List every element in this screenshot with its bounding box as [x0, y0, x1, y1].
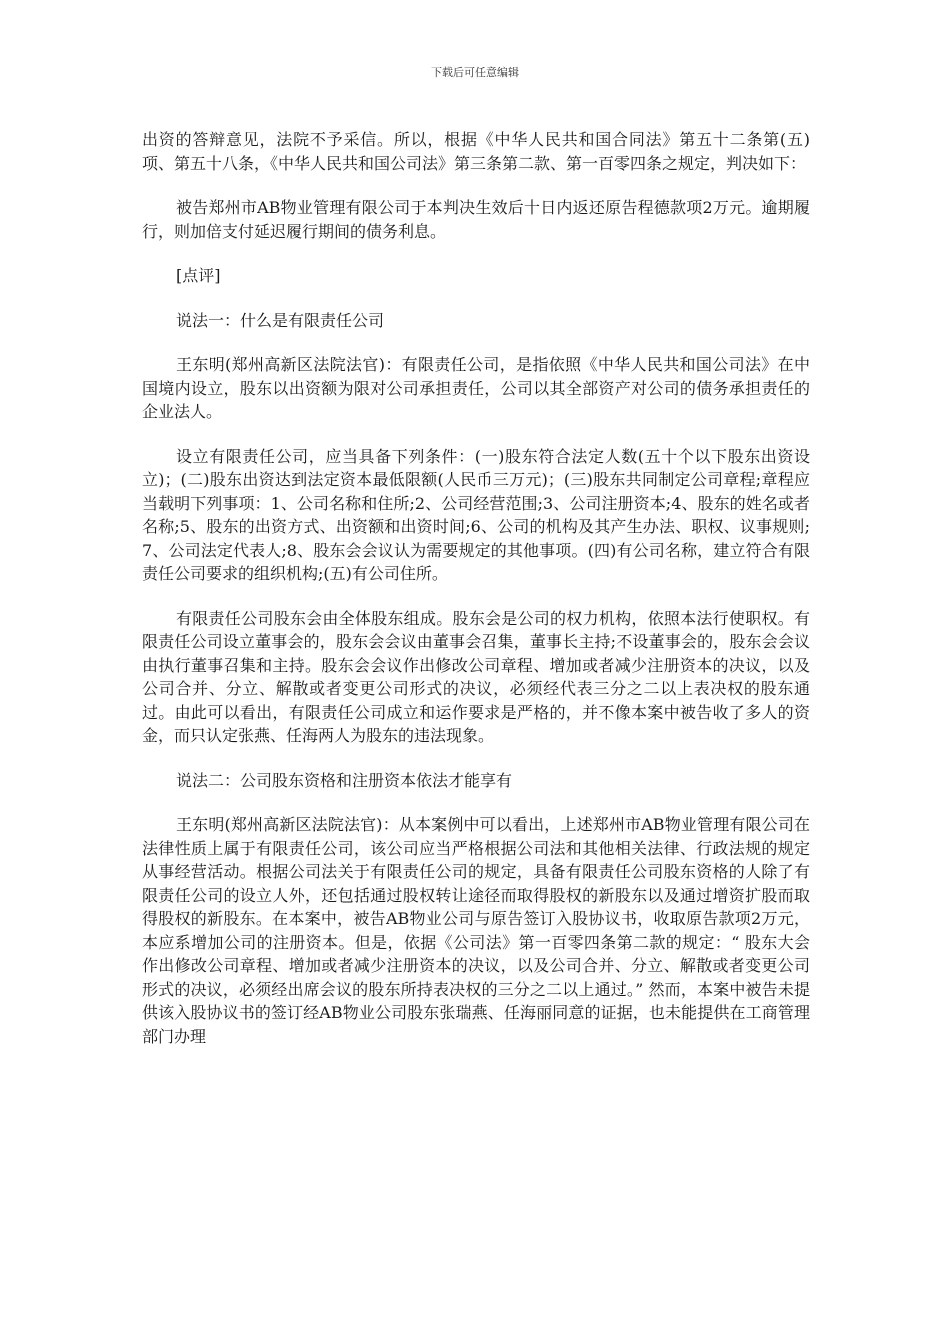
- paragraph-1: 出资的答辩意见，法院不予采信。所以，根据《中华人民共和国合同法》第五十二条第(五)项、第五十八条，《中华人民共和国公司法》第三条第二款、第一百零四条之规定，判决如下：: [142, 130, 810, 173]
- paragraph-2: 被告郑州市AB物业管理有限公司于本判决生效后十日内返还原告程德款项2万元。逾期履行，则加倍支付延迟履行期间的债务利息。: [142, 198, 810, 241]
- document-body: [142, 128, 810, 1069]
- paragraph-8: 说法二：公司股东资格和注册资本依法才能享有: [176, 770, 513, 790]
- paragraph-4: 说法一：什么是有限责任公司: [176, 310, 385, 330]
- paragraph-6: 设立有限责任公司，应当具备下列条件：(一)股东符合法定人数(五十个以下股东出资设立)；(二)股东出资达到法定资本最低限额(人民币三万元)；(三)股东共同制定公司章程;章程应当载明下列事项：1、公司名称和住所;2、公司经营范围;3、公司注册资本;4、股东的姓名或者名称;5、股东的出资方式、出资额和出资时间;6、公司的机构及其产生办法、职权、议事规则;7、公司法定代表人;8、股东会会议认为需要规定的其他事项。(四)有公司名称，建立符合有限责任公司要求的组织机构;(五)有公司住所。: [142, 446, 810, 583]
- paragraph-9: 王东明(郑州高新区法院法官)：从本案例中可以看出，上述郑州市AB物业管理有限公司在法律性质上属于有限责任公司，该公司应当严格根据公司法和其他相关法律、行政法规的规定从事经营活动。根据公司法关于有限责任公司的规定，具备有限责任公司股东资格的人除了有限责任公司的设立人外，还包括通过股权转让途径而取得股权的新股东以及通过增资扩股而取得股权的新股东。在本案中，被告AB物业公司与原告签订入股协议书，收取原告款项2万元，本应系增加公司的注册资本。但是，依据《公司法》第一百零四条第二款的规定：“ 股东大会作出修改公司章程、增加或者减少注册资本的决议，以及公司合并、分立、解散或者变更公司形式的决议，必须经出席会议的股东所持表决权的三分之二以上通过。” 然而，本案中被告未提供该入股协议书的签订经AB物业公司股东张瑞燕、任海丽同意的证据，也未能提供在工商管理部门办理: [142, 815, 810, 1046]
- paragraph-3: [点评]: [176, 266, 221, 285]
- page-header: 下载后可任意编辑: [431, 66, 519, 79]
- paragraph-7: 有限责任公司股东会由全体股东组成。股东会是公司的权力机构，依照本法行使职权。有限责任公司设立董事会的，股东会会议由董事会召集，董事长主持;不设董事会的，股东会会议由执行董事召集和主持。股东会会议作出修改公司章程、增加或者减少注册资本的决议，以及公司合并、分立、解散或者变更公司形式的决议，必须经代表三分之二以上表决权的股东通过。由此可以看出，有限责任公司成立和运作要求是严格的，并不像本案中被告收了多人的资金，而只认定张燕、任海两人为股东的违法现象。: [142, 608, 810, 745]
- paragraph-5: 王东明(郑州高新区法院法官)：有限责任公司，是指依照《中华人民共和国公司法》在中国境内设立，股东以出资额为限对公司承担责任，公司以其全部资产对公司的债务承担责任的企业法人。: [142, 355, 810, 421]
